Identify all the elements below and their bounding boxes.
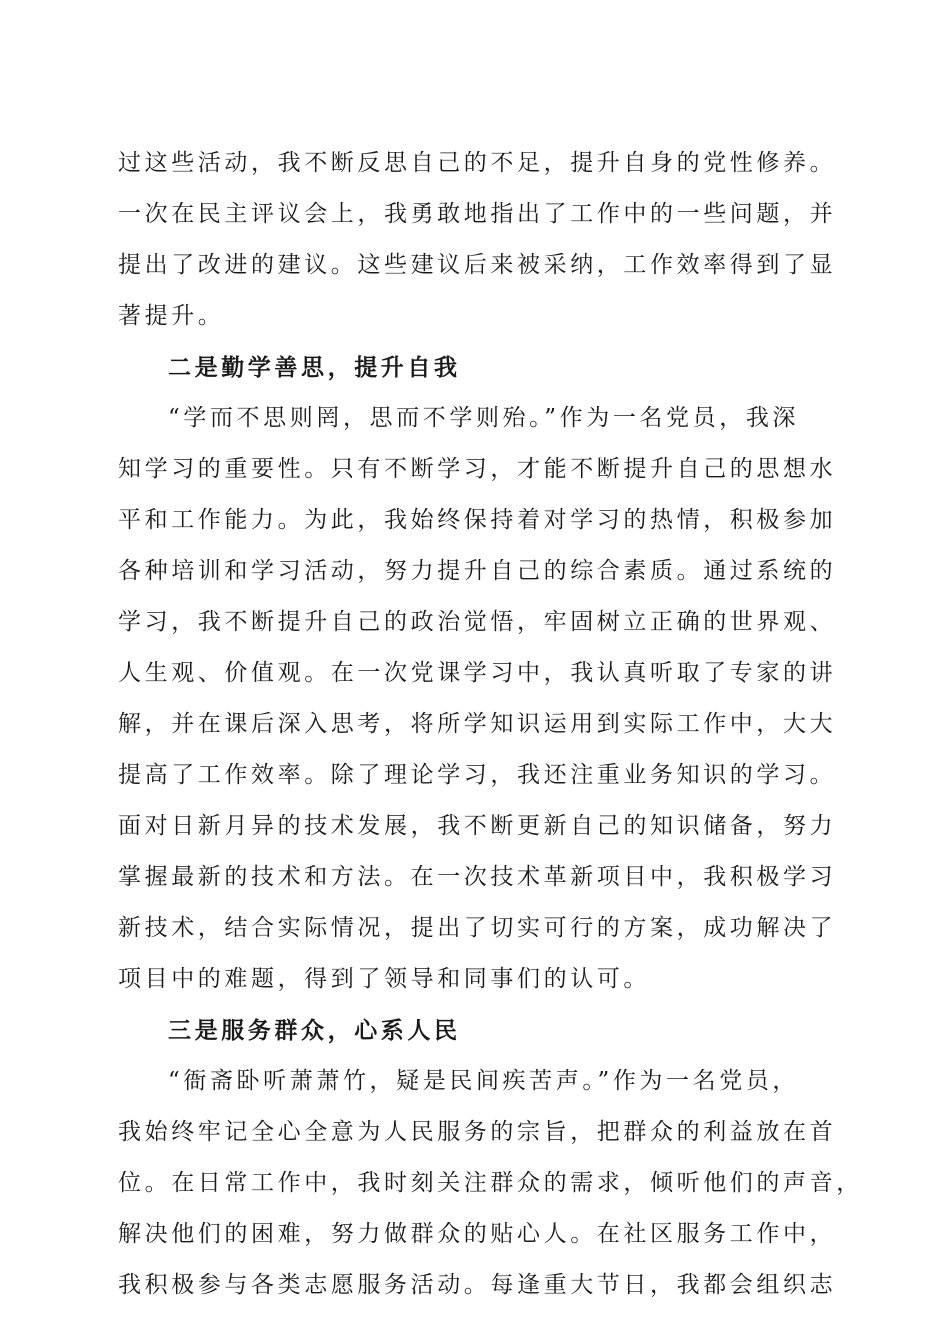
body-line: “衙斋卧听萧萧竹，疑是民间疾苦声。”作为一名党员， — [168, 1068, 800, 1094]
body-line: 我始终牢记全心全意为人民服务的宗旨，把群众的利益放在首 — [118, 1119, 837, 1145]
body-line: 项目中的难题，得到了领导和同事们的认可。 — [118, 966, 650, 992]
body-line: 我积极参与各类志愿服务活动。每逢重大节日，我都会组织志 — [118, 1272, 837, 1298]
body-line: 面对日新月异的技术发展，我不断更新自己的知识储备，努力 — [118, 813, 837, 839]
body-line: 掌握最新的技术和方法。在一次技术革新项目中，我积极学习 — [118, 864, 837, 890]
body-line: “学而不思则罔，思而不学则殆。”作为一名党员，我深 — [168, 405, 800, 431]
body-line: 人生观、价值观。在一次党课学习中，我认真听取了专家的讲 — [118, 660, 837, 686]
document-body — [118, 138, 863, 1311]
body-line: 解，并在课后深入思考，将所学知识运用到实际工作中，大大 — [118, 711, 837, 737]
body-line: 解决他们的困难，努力做群众的贴心人。在社区服务工作中， — [118, 1221, 837, 1247]
section-heading-study: 二是勤学善思，提升自我 — [168, 354, 461, 381]
section-heading-serve: 三是服务群众，心系人民 — [168, 1017, 461, 1044]
body-line: 过这些活动，我不断反思自己的不足，提升自身的党性修养。 — [118, 150, 837, 176]
body-line: 一次在民主评议会上，我勇敢地指出了工作中的一些问题，并 — [118, 201, 837, 227]
body-line: 各种培训和学习活动，努力提升自己的综合素质。通过系统的 — [118, 558, 837, 584]
body-line: 提出了改进的建议。这些建议后来被采纳，工作效率得到了显 — [118, 252, 837, 278]
body-line: 位。在日常工作中，我时刻关注群众的需求，倾听他们的声音， — [118, 1170, 863, 1196]
body-line: 著提升。 — [118, 303, 225, 329]
body-line: 提高了工作效率。除了理论学习，我还注重业务知识的学习。 — [118, 762, 837, 788]
body-line: 知学习的重要性。只有不断学习，才能不断提升自己的思想水 — [118, 456, 837, 482]
body-line: 学习，我不断提升自己的政治觉悟，牢固树立正确的世界观、 — [118, 609, 837, 635]
body-line: 平和工作能力。为此，我始终保持着对学习的热情，积极参加 — [118, 507, 837, 533]
body-line: 新技术，结合实际情况，提出了切实可行的方案，成功解决了 — [118, 915, 837, 941]
